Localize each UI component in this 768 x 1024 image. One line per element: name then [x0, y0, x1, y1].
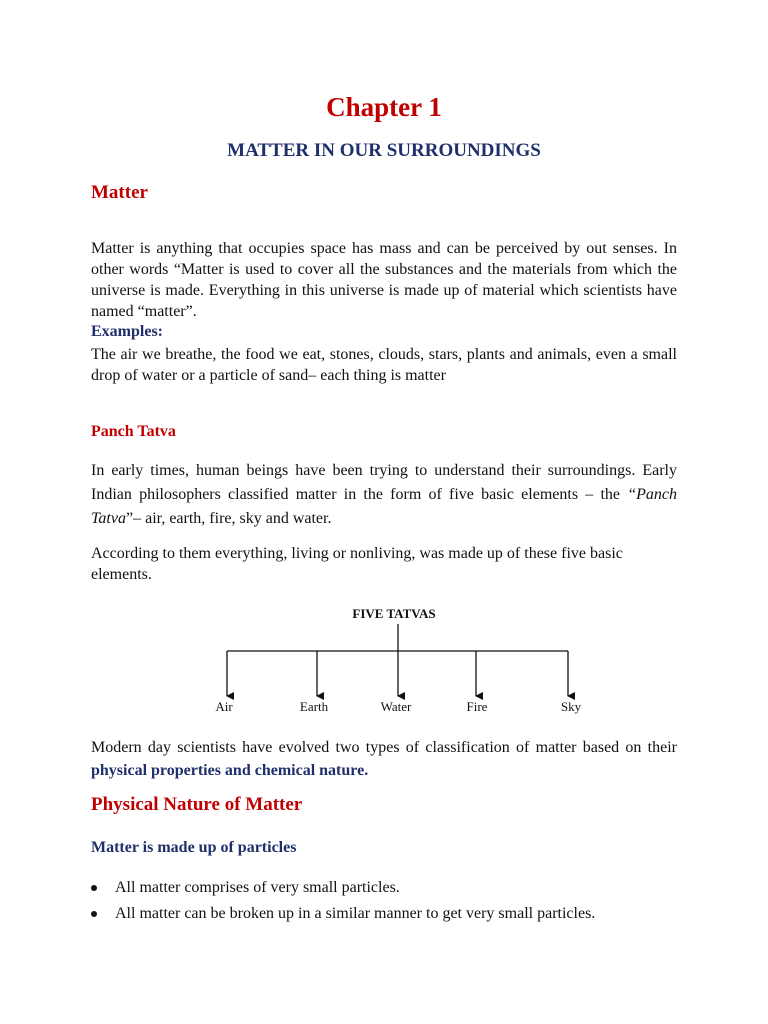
list-item: [91, 901, 677, 927]
panch-tatva-text-end: ”– air, earth, fire, sky and water.: [125, 510, 332, 527]
examples-paragraph: The air we breathe, the food we eat, stones, clouds, stars, plants and animals, even a small drop of water or a particle of sand– each thing is matter: [91, 346, 677, 384]
panch-tatva-heading: Panch Tatva: [91, 423, 176, 440]
diagram-label-sky: Sky: [560, 699, 582, 714]
classification-paragraph: [91, 736, 677, 782]
chapter-title: Chapter 1: [326, 92, 442, 122]
physical-nature-heading: Physical Nature of Matter: [91, 794, 303, 815]
particles-subheading: Matter is made up of particles: [91, 839, 297, 856]
examples-label: Examples:: [91, 323, 163, 340]
particles-bullet-list: [91, 875, 677, 927]
diagram-label-fire: Fire: [466, 699, 488, 714]
bullet-dot-icon: [91, 911, 97, 917]
panch-tatva-term: “Panch Tatva: [91, 486, 677, 527]
panch-tatva-text-start: In early times, human beings have been trying to understand their surroundings. Early Indian philosophers classified matter in the form of five basic elements – the: [91, 462, 677, 503]
panch-tatva-paragraph: [91, 459, 677, 531]
diagram-title: FIVE TATVAS: [352, 606, 436, 621]
diagram-label-water: Water: [380, 699, 412, 714]
classification-text: Modern day scientists have evolved two types of classification of matter based on their: [91, 739, 677, 756]
classification-emphasis: physical properties and chemical nature.: [91, 762, 369, 779]
diagram-label-earth: Earth: [299, 699, 329, 714]
five-elements-paragraph: According to them everything, living or nonliving, was made up of these five basic elements.: [91, 545, 623, 583]
bullet-text: All matter can be broken up in a similar manner to get very small particles.: [115, 905, 596, 922]
list-item: [91, 875, 677, 901]
five-tatvas-diagram: [190, 600, 610, 725]
matter-heading: Matter: [91, 182, 148, 203]
bullet-text: All matter comprises of very small particles.: [115, 879, 400, 896]
chapter-subtitle: MATTER IN OUR SURROUNDINGS: [227, 140, 541, 161]
matter-definition-paragraph: Matter is anything that occupies space has mass and can be perceived by out senses. In other words “Matter is used to cover all the substances and the materials from which the universe is made. Everything in this universe is made up of material which scientists have named “matter”.: [91, 240, 677, 320]
bullet-dot-icon: [91, 885, 97, 891]
diagram-label-air: Air: [215, 699, 233, 714]
